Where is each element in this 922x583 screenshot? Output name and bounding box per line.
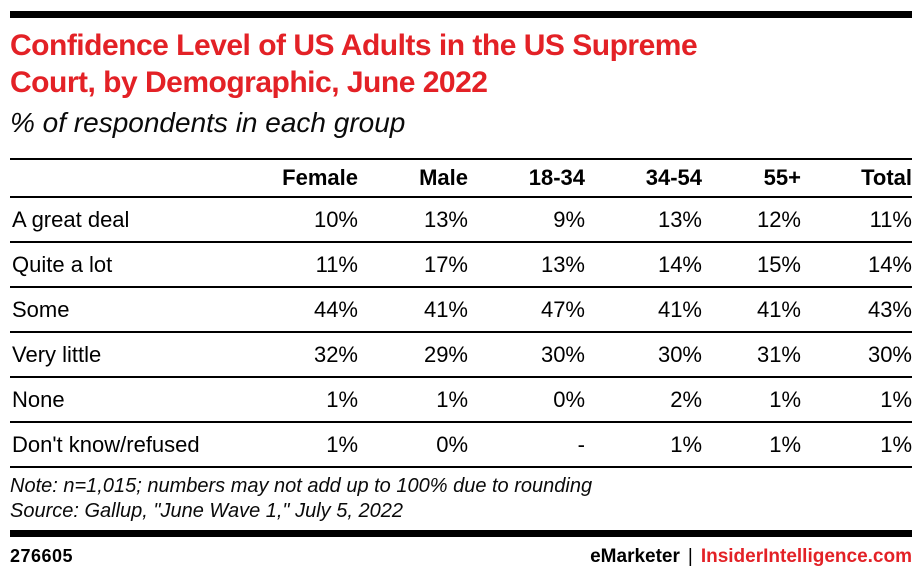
cell-value: 1% [702, 377, 801, 422]
column-header-female: Female [250, 159, 358, 197]
cell-value: 44% [250, 287, 358, 332]
cell-value: 2% [585, 377, 702, 422]
chart-id: 276605 [10, 546, 74, 566]
table-header-row [10, 159, 912, 197]
cell-value: 13% [585, 197, 702, 242]
column-header-male: Male [358, 159, 468, 197]
row-label: Some [10, 287, 250, 332]
cell-value: 12% [702, 197, 801, 242]
corner-cell [10, 159, 250, 197]
column-header-total: Total [801, 159, 912, 197]
table-row [10, 422, 912, 467]
table-row [10, 332, 912, 377]
cell-value: 1% [769, 431, 801, 457]
cell-value: 41% [702, 287, 801, 332]
data-table [10, 158, 912, 468]
cell-value: 9% [468, 197, 585, 242]
row-label: Very little [10, 332, 250, 377]
table-row [10, 377, 912, 422]
cell-value: 41% [585, 287, 702, 332]
cell-value: 1% [326, 431, 358, 457]
source-text: Source: Gallup, "June Wave 1," July 5, 2022 [10, 500, 403, 522]
cell-value: 47% [468, 287, 585, 332]
brand-separator: | [687, 546, 693, 567]
cell-value: 30% [801, 332, 912, 377]
brand-site: InsiderIntelligence.com [700, 546, 912, 567]
chart-page [0, 11, 922, 568]
cell-value: 1% [880, 431, 912, 457]
brand-emarketer: eMarketer [590, 546, 680, 567]
cell-value: 15% [702, 242, 801, 287]
chart-subtitle: % of respondents in each group [10, 107, 406, 138]
brand-line [590, 546, 912, 568]
column-header-34-54: 34-54 [585, 159, 702, 197]
cell-value: 1% [358, 377, 468, 422]
table-row [10, 287, 912, 332]
cell-value: - [577, 431, 585, 457]
cell-value: 30% [468, 332, 585, 377]
cell-value: 29% [358, 332, 468, 377]
cell-value: 17% [358, 242, 468, 287]
row-label: None [10, 377, 250, 422]
cell-value: 30% [585, 332, 702, 377]
cell-value: 1% [801, 377, 912, 422]
cell-value: 11% [250, 242, 358, 287]
cell-value: 11% [801, 197, 912, 242]
cell-value: 31% [702, 332, 801, 377]
cell-value: 1% [670, 431, 702, 457]
footnotes [10, 474, 912, 524]
cell-value: 13% [358, 197, 468, 242]
cell-value: 13% [468, 242, 585, 287]
footer [10, 546, 912, 568]
cell-value: 32% [250, 332, 358, 377]
cell-value: 0% [468, 377, 585, 422]
cell-value: 1% [250, 377, 358, 422]
table-row [10, 242, 912, 287]
cell-value: 10% [250, 197, 358, 242]
chart-title-line2: Court, by Demographic, June 2022 [10, 66, 488, 99]
row-label: A great deal [10, 197, 250, 242]
table-row [10, 197, 912, 242]
cell-value: 14% [585, 242, 702, 287]
bottom-divider-bar [10, 530, 912, 537]
row-label: Quite a lot [10, 242, 250, 287]
cell-value: 43% [801, 287, 912, 332]
row-label: Don't know/refused [12, 431, 200, 457]
cell-value: 14% [801, 242, 912, 287]
chart-title-line1: Confidence Level of US Adults in the US Supreme [10, 29, 698, 62]
column-header-18-34: 18-34 [468, 159, 585, 197]
cell-value: 0% [436, 431, 468, 457]
chart-title [10, 27, 912, 101]
column-header-55plus: 55+ [702, 159, 801, 197]
note-text: Note: n=1,015; numbers may not add up to 100% due to rounding [10, 475, 593, 497]
cell-value: 41% [358, 287, 468, 332]
top-divider-bar [10, 11, 912, 18]
